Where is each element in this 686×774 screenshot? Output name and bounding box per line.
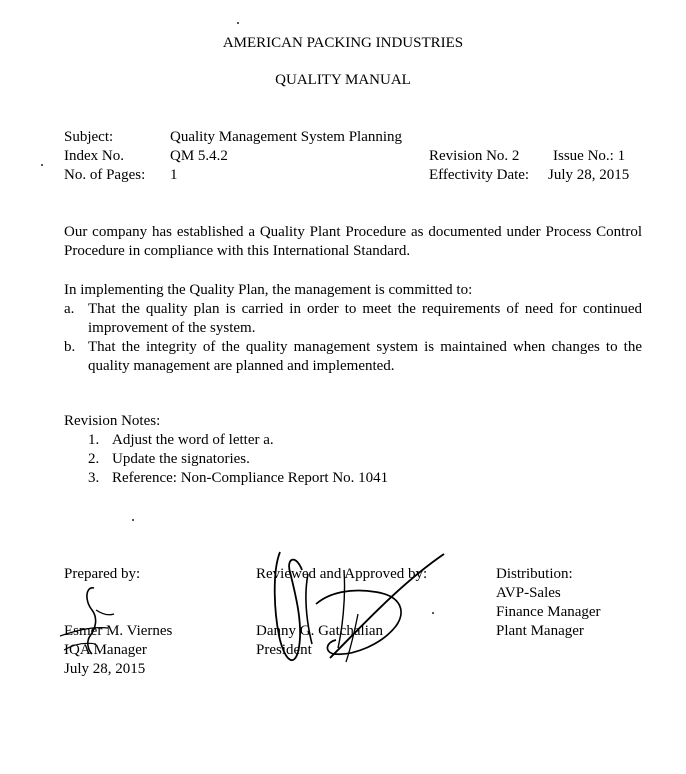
index-value: QM 5.4.2 bbox=[170, 148, 228, 164]
distribution-recipient: AVP-Sales bbox=[496, 585, 561, 601]
revision-notes-title: Revision Notes: bbox=[64, 413, 161, 429]
revision-note-number: 3. bbox=[88, 470, 100, 486]
reviewed-by-title: President bbox=[256, 642, 312, 658]
prepared-by-label: Prepared by: bbox=[64, 566, 141, 582]
reviewed-by-name: Danny G. Gatchalian bbox=[256, 623, 384, 639]
revision-note bbox=[88, 431, 274, 450]
scan-speck bbox=[237, 22, 239, 24]
prepared-by-title: IQA Manager bbox=[64, 642, 147, 658]
revision-note-number: 2. bbox=[88, 451, 100, 467]
manual-title: QUALITY MANUAL bbox=[275, 72, 411, 88]
subject-value: Quality Management System Planning bbox=[170, 129, 403, 145]
commitment-lead: In implementing the Quality Plan, the management is committed to: bbox=[64, 282, 473, 298]
pages-label: No. of Pages: bbox=[64, 167, 146, 183]
revision-note-number: 1. bbox=[88, 432, 100, 448]
scan-speck bbox=[132, 519, 134, 521]
revision-note-text: Update the signatories. bbox=[112, 451, 250, 467]
pages-value: 1 bbox=[170, 167, 178, 183]
revision-note bbox=[88, 450, 250, 469]
subject-label: Subject: bbox=[64, 129, 114, 145]
distribution-recipient: Finance Manager bbox=[496, 604, 601, 620]
revision-note bbox=[88, 469, 388, 488]
issue-number: Issue No.: 1 bbox=[553, 148, 626, 164]
prepared-by-name: Esmer M. Viernes bbox=[64, 623, 173, 639]
distribution-recipient: Plant Manager bbox=[496, 623, 584, 639]
revision-note-text: Reference: Non-Compliance Report No. 1041 bbox=[112, 470, 389, 486]
list-text: That the quality plan is carried in order to meet the requirements of need for continued improvement of the system. bbox=[88, 301, 642, 336]
revision-number: Revision No. 2 bbox=[429, 148, 520, 164]
preparer-signature bbox=[50, 580, 130, 660]
reviewer-signature bbox=[250, 544, 450, 684]
scan-speck bbox=[432, 612, 434, 614]
effectivity-label: Effectivity Date: bbox=[429, 167, 530, 183]
distribution-label: Distribution: bbox=[496, 566, 573, 582]
list-text: That the integrity of the quality management system is maintained when changes to the quality management are planned and implemented. bbox=[88, 339, 642, 374]
prepared-by-date: July 28, 2015 bbox=[64, 661, 146, 677]
scan-speck bbox=[41, 164, 43, 166]
reviewed-by-label: Reviewed and Approved by: bbox=[256, 566, 428, 582]
intro-paragraph: Our company has established a Quality Plant Procedure as documented under Process Control Procedure in compliance with this International Standard. bbox=[64, 224, 642, 259]
list-marker: a. bbox=[64, 301, 75, 317]
effectivity-date: July 28, 2015 bbox=[548, 167, 630, 183]
list-marker: b. bbox=[64, 339, 76, 355]
revision-note-text: Adjust the word of letter a. bbox=[112, 432, 274, 448]
index-label: Index No. bbox=[64, 148, 124, 164]
company-name: AMERICAN PACKING INDUSTRIES bbox=[222, 35, 464, 51]
